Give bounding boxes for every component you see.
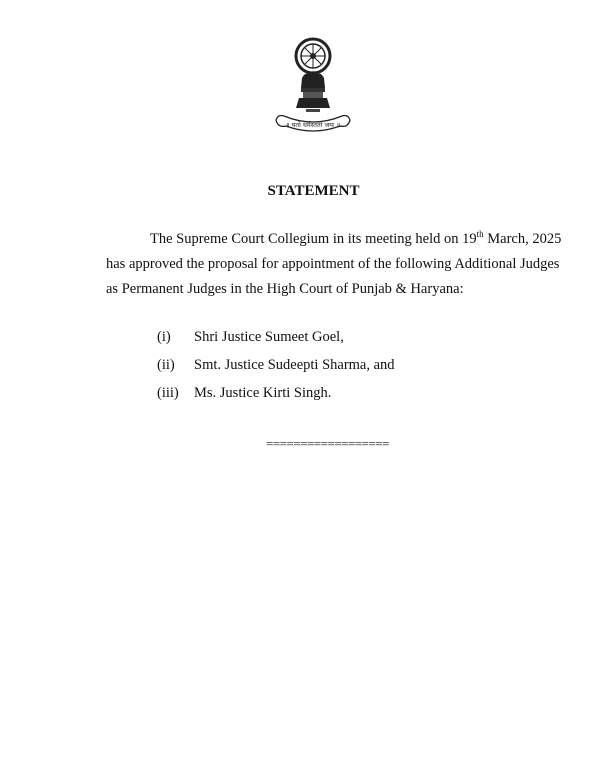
list-item [157, 351, 537, 379]
paragraph-line-3: as Permanent Judges in the High Court of Punjab & Haryana: [106, 281, 464, 297]
list-item-number: (ii) [157, 356, 175, 373]
paragraph-line-2: has approved the proposal for appointment of the following Additional Judges [106, 256, 560, 272]
list-item-name: Smt. Justice Sudeepti Sharma, and [194, 356, 395, 373]
statement-paragraph [106, 227, 562, 302]
judges-list [157, 323, 537, 407]
paragraph-line-1-text: The Supreme Court Collegium in its meeting held on 19 [150, 231, 477, 247]
list-item-number: (i) [157, 328, 171, 345]
paragraph-line-1 [106, 227, 562, 252]
list-item [157, 323, 537, 351]
end-divider: ================== [266, 436, 389, 451]
paragraph-line-1-date: March, 2025 [483, 231, 562, 247]
document-title: STATEMENT [267, 183, 360, 199]
list-item-number: (iii) [157, 384, 179, 401]
emblem-icon [272, 36, 354, 140]
ordinal-suffix: th [476, 229, 484, 240]
list-item-name: Shri Justice Sumeet Goel, [194, 328, 344, 345]
list-item-name: Ms. Justice Kirti Singh. [194, 384, 332, 401]
emblem-motto: ॥ यतो धर्मस्ततो जयः ॥ [285, 121, 341, 129]
list-item [157, 379, 537, 407]
supreme-court-emblem [272, 36, 354, 140]
document-title-wrapper [27, 183, 600, 200]
